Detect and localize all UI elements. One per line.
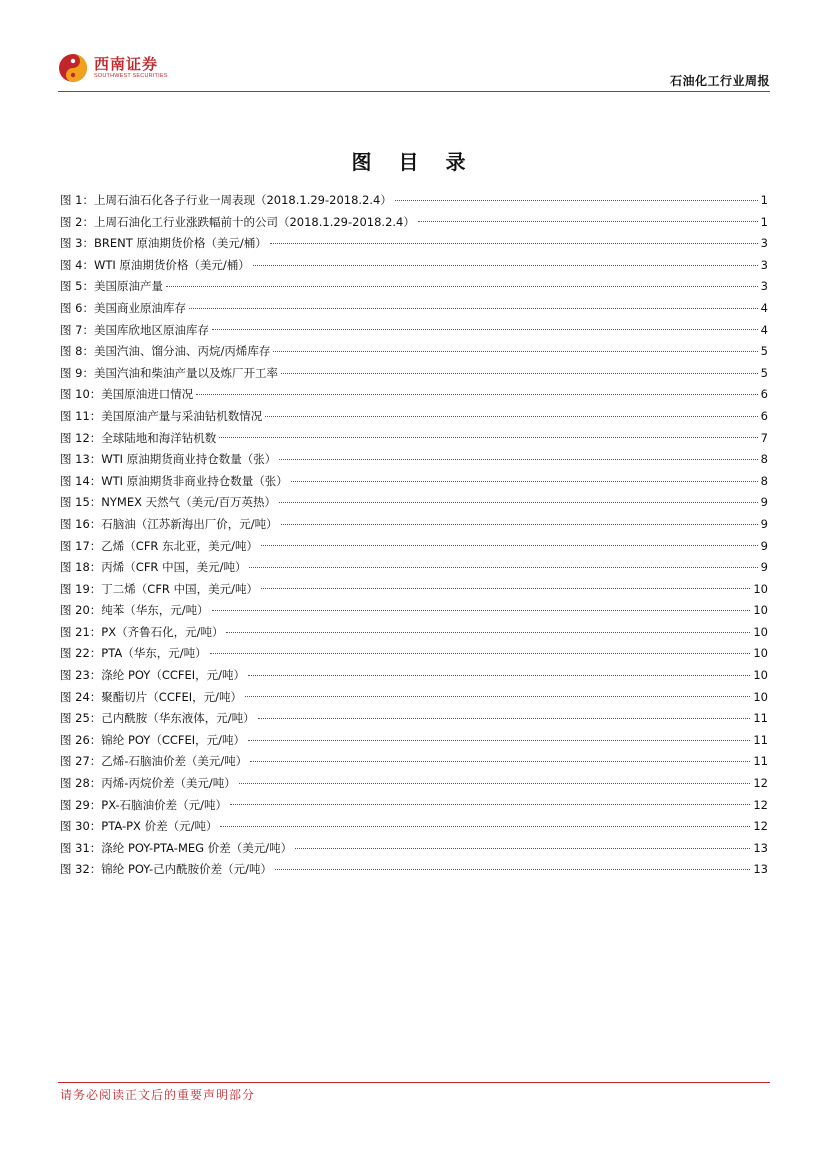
toc-entry-label: 图 11：美国原油产量与采油钻机数情况 [60, 408, 263, 423]
report-type-title: 石油化工行业周报 [669, 74, 770, 88]
toc-leader-dots [270, 242, 758, 244]
company-logo [58, 48, 168, 88]
logo-text [94, 56, 168, 80]
toc-entry-page: 10 [753, 603, 768, 618]
toc-entry-page: 4 [760, 322, 768, 337]
southwest-securities-logo-icon [58, 53, 88, 83]
toc-entry-label: 图 25：己内酰胺（华东液体，元/吨） [60, 711, 255, 726]
footer-divider [58, 1082, 770, 1083]
toc-entry-page: 12 [753, 776, 768, 791]
toc-leader-dots [245, 695, 750, 697]
toc-entry[interactable] [60, 579, 768, 601]
toc-entry[interactable] [60, 492, 768, 514]
toc-entry[interactable] [60, 320, 768, 342]
toc-leader-dots [226, 631, 750, 633]
toc-leader-dots [250, 760, 750, 762]
toc-entry-label: 图 27：乙烯-石脑油价差（美元/吨） [60, 754, 248, 769]
toc-entry-label: 图 18：丙烯（CFR 中国，美元/吨） [60, 560, 247, 575]
toc-leader-dots [248, 739, 750, 741]
toc-leader-dots [210, 652, 751, 654]
toc-entry-page: 11 [753, 732, 768, 747]
toc-entry[interactable] [60, 838, 768, 860]
toc-entry[interactable] [60, 751, 768, 773]
toc-entry[interactable] [60, 687, 768, 709]
toc-entry-page: 8 [760, 473, 768, 488]
toc-entry-label: 图 1：上周石油石化各子行业一周表现（2018.1.29-2018.2.4） [60, 193, 392, 207]
toc-entry-label: 图 7：美国库欣地区原油库存 [60, 322, 209, 337]
toc-entry-label: 图 32：锦纶 POY-己内酰胺价差（元/吨） [60, 862, 272, 877]
toc-entry-page: 3 [760, 257, 768, 272]
toc-entry[interactable] [60, 471, 768, 493]
toc-leader-dots [279, 501, 758, 503]
toc-entry-page: 10 [753, 689, 768, 704]
header-divider [58, 91, 770, 92]
figure-table-of-contents [60, 190, 768, 881]
toc-entry[interactable] [60, 363, 768, 385]
toc-title: 图 目 录 [351, 150, 476, 174]
toc-entry[interactable] [60, 406, 768, 428]
toc-leader-dots [249, 566, 757, 568]
toc-entry-page: 1 [760, 193, 768, 207]
toc-entry[interactable] [60, 298, 768, 320]
toc-leader-dots [230, 803, 750, 805]
toc-entry[interactable] [60, 212, 768, 234]
toc-entry[interactable] [60, 665, 768, 687]
toc-entry-label: 图 28：丙烯-丙烷价差（美元/吨） [60, 776, 236, 791]
toc-leader-dots [212, 328, 758, 330]
toc-leader-dots [281, 372, 758, 374]
toc-entry-page: 7 [760, 430, 768, 445]
toc-entry-page: 5 [760, 344, 768, 359]
toc-leader-dots [239, 782, 751, 784]
toc-entry[interactable] [60, 557, 768, 579]
toc-entry[interactable] [60, 816, 768, 838]
toc-entry-page: 3 [760, 279, 768, 294]
toc-entry-label: 图 22：PTA（华东，元/吨） [60, 646, 207, 661]
toc-entry-label: 图 2：上周石油化工行业涨跌幅前十的公司（2018.1.29-2018.2.4） [60, 214, 415, 229]
toc-entry[interactable] [60, 622, 768, 644]
toc-entry-page: 9 [760, 560, 768, 575]
toc-entry-page: 13 [753, 862, 768, 877]
toc-entry-label: 图 12：全球陆地和海洋钻机数 [60, 430, 217, 445]
toc-entry-page: 5 [760, 365, 768, 380]
toc-leader-dots [395, 199, 758, 201]
toc-entry-label: 图 20：纯苯（华东，元/吨） [60, 603, 209, 618]
toc-leader-dots [248, 674, 750, 676]
toc-entry-page: 6 [760, 408, 768, 423]
toc-leader-dots [275, 868, 750, 870]
toc-entry[interactable] [60, 255, 768, 277]
toc-entry-label: 图 15：NYMEX 天然气（美元/百万英热） [60, 495, 277, 510]
logo-english-name: SOUTHWEST SECURITIES [94, 73, 168, 79]
footer-disclaimer: 请务必阅读正文后的重要声明部分 [60, 1088, 256, 1102]
toc-entry-label: 图 5：美国原油产量 [60, 279, 163, 294]
toc-entry-page: 3 [760, 236, 768, 251]
toc-entry-label: 图 26：锦纶 POY（CCFEI，元/吨） [60, 732, 246, 747]
toc-entry-page: 12 [753, 819, 768, 834]
toc-leader-dots [253, 264, 758, 266]
toc-entry-label: 图 3：BRENT 原油期货价格（美元/桶） [60, 236, 267, 251]
toc-entry-page: 10 [753, 646, 768, 661]
toc-leader-dots [265, 415, 757, 417]
toc-entry[interactable] [60, 233, 768, 255]
toc-entry-page: 10 [753, 668, 768, 683]
toc-leader-dots [189, 307, 758, 309]
toc-leader-dots [258, 717, 751, 719]
toc-entry-label: 图 4：WTI 原油期货价格（美元/桶） [60, 257, 250, 272]
toc-entry-label: 图 16：石脑油（江苏新海出厂价，元/吨） [60, 516, 278, 531]
toc-entry[interactable] [60, 276, 768, 298]
toc-entry-page: 4 [760, 300, 768, 315]
toc-leader-dots [291, 480, 758, 482]
toc-entry[interactable] [60, 708, 768, 730]
toc-entry-label: 图 13：WTI 原油期货商业持仓数量（张） [60, 452, 277, 467]
toc-entry-page: 10 [753, 624, 768, 639]
toc-entry-page: 9 [760, 538, 768, 553]
logo-chinese-name: 西南证券 [94, 55, 159, 73]
toc-entry[interactable] [60, 341, 768, 363]
toc-entry-label: 图 30：PTA-PX 价差（元/吨） [60, 819, 218, 834]
toc-entry[interactable] [60, 859, 768, 881]
toc-entry-label: 图 19：丁二烯（CFR 中国，美元/吨） [60, 581, 258, 596]
toc-leader-dots [220, 825, 750, 827]
toc-entry[interactable] [60, 600, 768, 622]
toc-entry-label: 图 24：聚酯切片（CCFEI，元/吨） [60, 689, 242, 704]
toc-entry-label: 图 23：涤纶 POY（CCFEI，元/吨） [60, 668, 246, 683]
toc-entry-label: 图 8：美国汽油、馏分油、丙烷/丙烯库存 [60, 344, 271, 359]
toc-entry[interactable] [60, 536, 768, 558]
toc-entry-label: 图 6：美国商业原油库存 [60, 300, 186, 315]
toc-entry[interactable] [60, 384, 768, 406]
toc-entry-page: 9 [760, 495, 768, 510]
toc-entry-label: 图 31：涤纶 POY-PTA-MEG 价差（美元/吨） [60, 840, 293, 855]
toc-leader-dots [166, 285, 758, 287]
toc-entry-page: 11 [753, 711, 768, 726]
toc-entry-page: 1 [760, 214, 768, 229]
toc-entry[interactable] [60, 514, 768, 536]
toc-entry-label: 图 10：美国原油进口情况 [60, 387, 194, 402]
toc-leader-dots [219, 436, 757, 438]
toc-entry-label: 图 29：PX-石脑油价差（元/吨） [60, 797, 228, 812]
toc-entry-label: 图 21：PX（齐鲁石化，元/吨） [60, 624, 224, 639]
page-header [58, 44, 770, 92]
toc-entry-label: 图 17：乙烯（CFR 东北亚，美元/吨） [60, 538, 258, 553]
toc-leader-dots [279, 458, 757, 460]
toc-entry-page: 8 [760, 452, 768, 467]
toc-leader-dots [261, 587, 750, 589]
toc-entry[interactable] [60, 449, 768, 471]
toc-entry[interactable] [60, 643, 768, 665]
toc-entry-label: 图 14：WTI 原油期货非商业持仓数量（张） [60, 473, 288, 488]
toc-entry-label: 图 9：美国汽油和柴油产量以及炼厂开工率 [60, 365, 278, 380]
toc-leader-dots [273, 350, 757, 352]
toc-leader-dots [295, 847, 750, 849]
toc-entry-page: 10 [753, 581, 768, 596]
toc-entry[interactable] [60, 428, 768, 450]
toc-entry-page: 12 [753, 797, 768, 812]
toc-leader-dots [261, 544, 758, 546]
toc-leader-dots [418, 220, 758, 222]
toc-leader-dots [196, 393, 757, 395]
toc-leader-dots [212, 609, 751, 611]
toc-entry[interactable] [60, 795, 768, 817]
toc-leader-dots [281, 523, 758, 525]
toc-entry[interactable] [60, 773, 768, 795]
toc-entry[interactable] [60, 730, 768, 752]
toc-entry-page: 11 [753, 754, 768, 769]
toc-entry-page: 9 [760, 516, 768, 531]
toc-entry[interactable] [60, 190, 768, 212]
toc-entry-page: 13 [753, 840, 768, 855]
toc-entry-page: 6 [760, 387, 768, 402]
